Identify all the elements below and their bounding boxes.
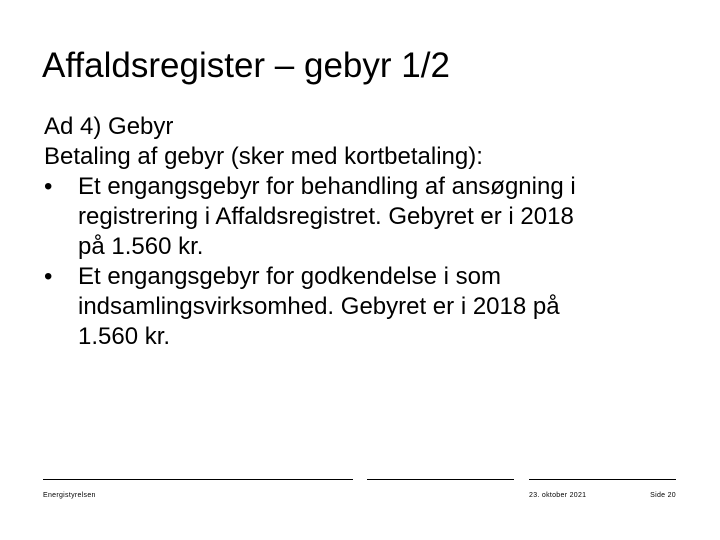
footer-divider [367,479,514,480]
bullet-item [44,172,684,262]
bullet-text-line: på 1.560 kr. [78,233,204,260]
bullet-text-line: Et engangsgebyr for godkendelse i som [78,263,501,290]
bullet-text-line: 1.560 kr. [78,323,171,350]
bullet-item [44,262,684,352]
footer-date: 23. oktober 2021 [529,492,587,499]
slide-content [44,112,684,352]
bullet-icon: • [44,173,53,200]
bullet-text-line: Et engangsgebyr for behandling af ansøgning i [78,173,576,200]
bullet-icon: • [44,263,53,290]
bullet-text-line: indsamlingsvirksomhed. Gebyret er i 2018 på [78,293,560,320]
footer-organization: Energistyrelsen [43,492,96,499]
footer-page-number: Side 20 [650,492,676,499]
footer-divider [529,479,676,480]
bullet-list [44,172,684,352]
slide-title: Affaldsregister – gebyr 1/2 [42,46,450,85]
section-heading: Ad 4) Gebyr [44,113,174,140]
intro-text: Betaling af gebyr (sker med kortbetaling): [44,143,483,170]
bullet-text-line: registrering i Affaldsregistret. Gebyret er i 2018 [78,203,574,230]
footer-divider [43,479,353,480]
